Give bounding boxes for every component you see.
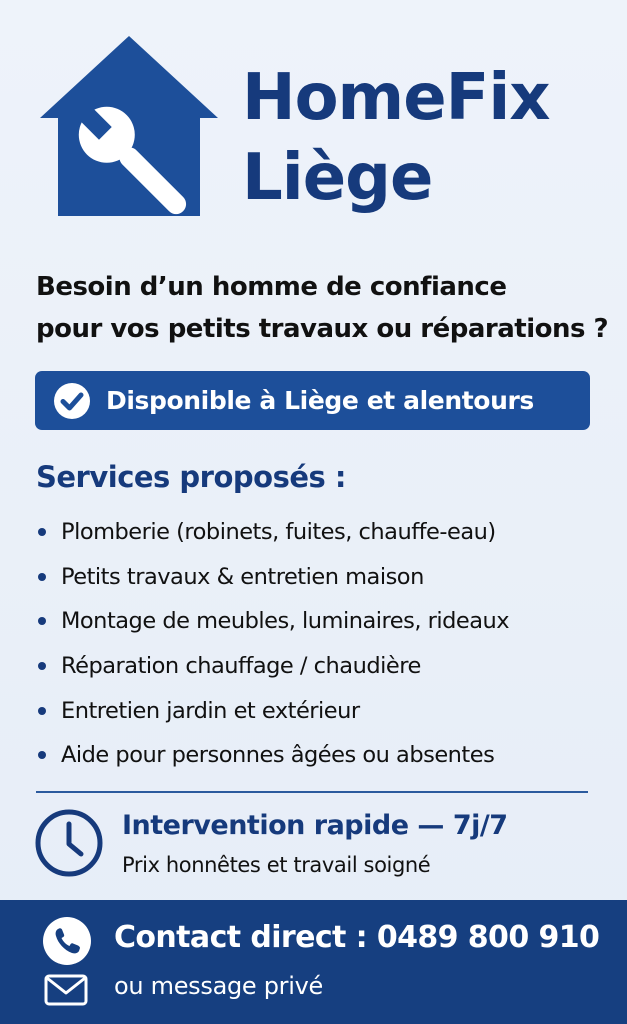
list-item (36, 510, 621, 555)
brand-name (242, 58, 550, 218)
services-list (36, 510, 621, 778)
bullet-icon (38, 707, 46, 715)
bullet-icon (38, 617, 46, 625)
availability-label: Disponible à Liège et alentours (106, 386, 534, 415)
list-item (36, 555, 621, 600)
list-item (36, 733, 621, 778)
list-item (36, 644, 621, 689)
house-wrench-icon (40, 34, 218, 216)
check-circle-icon (53, 382, 91, 420)
brand-line-2: Liège (242, 141, 433, 215)
divider (36, 791, 588, 793)
service-label: Plomberie (robinets, fuites, chauffe-eau) (61, 519, 496, 546)
intervention-subtitle: Prix honnêtes et travail soigné (122, 853, 431, 877)
intro-line-1: Besoin d’un homme de confiance (36, 272, 507, 302)
list-item (36, 688, 621, 733)
service-label: Réparation chauffage / chaudière (61, 653, 421, 680)
service-label: Aide pour personnes âgées ou absentes (61, 742, 495, 769)
intro-line-2: pour vos petits travaux ou réparations ? (36, 314, 609, 344)
service-label: Montage de meubles, luminaires, rideaux (61, 608, 510, 635)
brand-line-1: HomeFix (242, 61, 550, 135)
services-title: Services proposés : (36, 460, 346, 494)
bullet-icon (38, 573, 46, 581)
contact-footer (0, 900, 627, 1024)
intro-text (36, 266, 616, 350)
list-item (36, 599, 621, 644)
intervention-title: Intervention rapide — 7j/7 (122, 810, 508, 841)
phone-icon[interactable] (42, 916, 92, 966)
availability-banner (35, 371, 590, 430)
contact-message[interactable]: ou message privé (114, 972, 323, 1000)
contact-phone[interactable]: Contact direct : 0489 800 910 (114, 920, 600, 955)
bullet-icon (38, 528, 46, 536)
service-label: Petits travaux & entretien maison (61, 563, 424, 590)
service-label: Entretien jardin et extérieur (61, 697, 360, 724)
bullet-icon (38, 751, 46, 759)
clock-icon (34, 808, 104, 878)
bullet-icon (38, 662, 46, 670)
envelope-icon[interactable] (44, 974, 88, 1006)
